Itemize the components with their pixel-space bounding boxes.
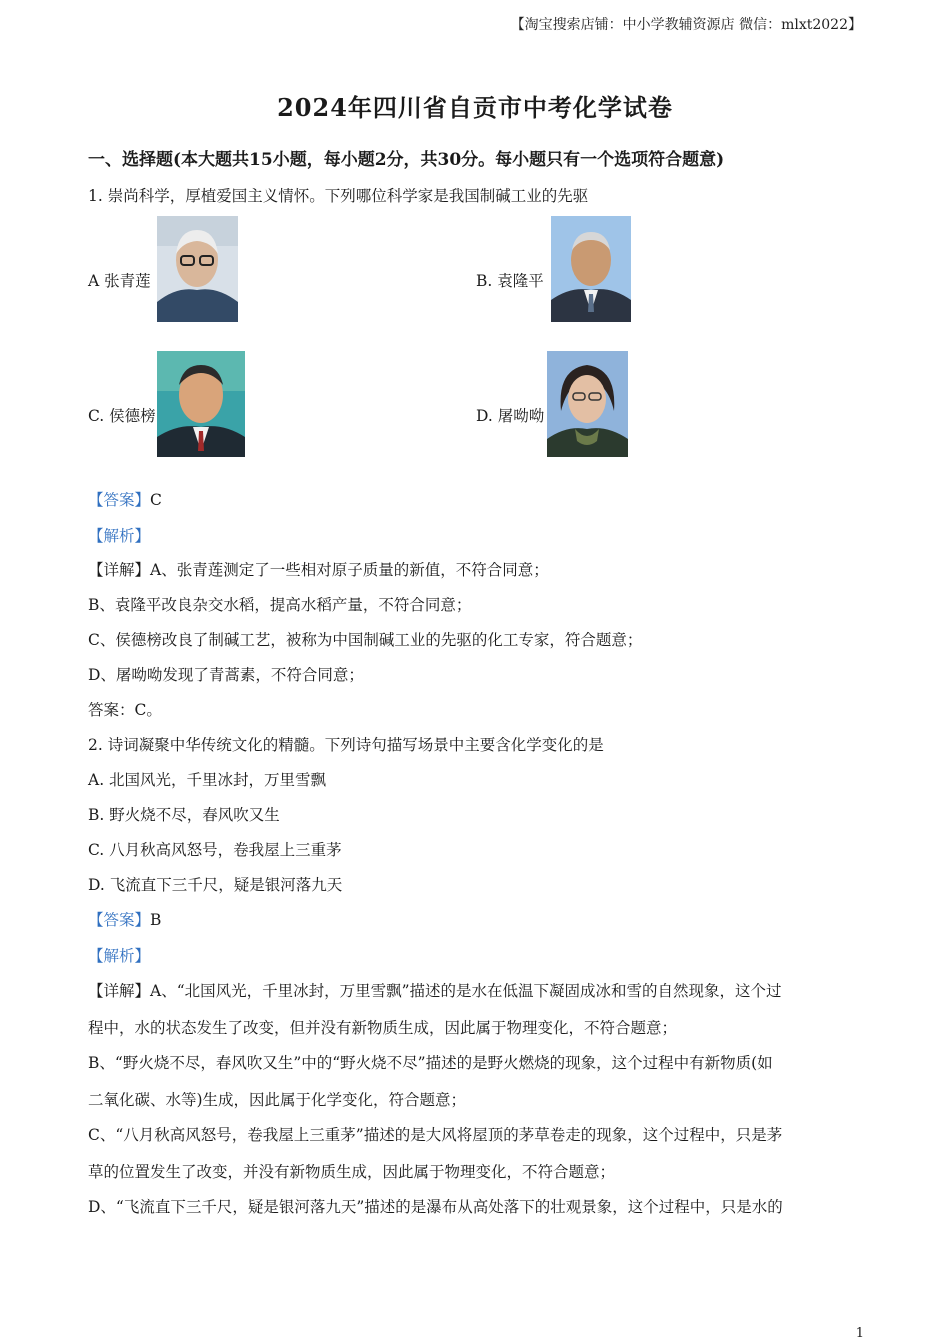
page-number: 1 [855,1326,864,1341]
q2-option: B. 野火烧不尽，春风吹又生 [88,806,280,824]
q2-answer [88,908,161,930]
detail-text: A、张青莲测定了一些相对原子质量的新值，不符合同意； [150,561,549,579]
q2-detail-line [88,979,782,1001]
q1-analysis-tag: 【解析】 [88,527,151,545]
q2-stem: 2. 诗词凝聚中华传统文化的精髓。下列诗句描写场景中主要含化学变化的是 [88,736,604,754]
scientist-photo-b [551,216,631,322]
q1-option-a: A 张青莲 [88,272,151,290]
q2-option: C. 八月秋高风怒号，卷我屋上三重茅 [88,841,342,859]
q1-detail-line: B、袁隆平改良杂交水稻，提高水稻产量，不符合同意； [88,596,472,614]
answer-tag: 【答案】 [88,911,151,929]
q1-detail-line: D、屠呦呦发现了青蒿素，不符合同意； [88,666,364,684]
detail-tag: 【详解】 [88,561,151,579]
q1-detail-line [88,558,549,580]
answer-tag: 【答案】 [88,491,151,509]
q1-option-b: B. 袁隆平 [476,272,544,290]
q2-analysis-tag: 【解析】 [88,947,151,965]
q2-detail-line: D、“飞流直下三千尺，疑是银河落九天”描述的是瀑布从高处落下的壮观景象，这个过程中，只是水的 [88,1198,783,1216]
q2-detail-line: 程中，水的状态发生了改变，但并没有新物质生成，因此属于物理变化，不符合题意； [88,1019,678,1037]
detail-text: A、“北国风光，千里冰封，万里雪飘”描述的是水在低温下凝固成冰和雪的自然现象，这个过 [150,982,782,1000]
answer-value: C [150,491,162,509]
scientist-photo-d [547,351,628,457]
q2-detail-line: 二氧化碳、水等)生成，因此属于化学变化，符合题意； [88,1091,467,1109]
detail-tag: 【详解】 [88,982,151,1000]
q2-option: D. 飞流直下三千尺，疑是银河落九天 [88,876,343,894]
q1-answer [88,488,162,510]
q1-detail-line: 答案：C。 [88,701,162,719]
page-title: 2024年四川省自贡市中考化学试卷 [277,93,673,122]
q2-detail-line: C、“八月秋高风怒号，卷我屋上三重茅”描述的是大风将屋顶的茅草卷走的现象，这个过程中，只是茅 [88,1126,783,1144]
scientist-photo-a [157,216,238,322]
scientist-photo-c [157,351,245,457]
header-note: 【淘宝搜索店铺：中小学教辅资源店 微信：mlxt2022】 [510,17,862,33]
q2-detail-line: B、“野火烧不尽，春风吹又生”中的“野火烧不尽”描述的是野火燃烧的现象，这个过程中有新物质(如 [88,1054,773,1072]
q1-option-c: C. 侯德榜 [88,407,156,425]
q1-option-d: D. 屠呦呦 [476,407,545,425]
q1-detail-line: C、侯德榜改良了制碱工艺，被称为中国制碱工业的先驱的化工专家，符合题意； [88,631,643,649]
q1-stem: 1. 崇尚科学，厚植爱国主义情怀。下列哪位科学家是我国制碱工业的先驱 [88,187,589,205]
q2-option: A. 北国风光，千里冰封，万里雪飘 [88,771,327,789]
q2-detail-line: 草的位置发生了改变，并没有新物质生成，因此属于物理变化，不符合题意； [88,1163,616,1181]
section-heading: 一、选择题(本大题共15小题，每小题2分，共30分。每小题只有一个选项符合题意) [88,150,725,170]
answer-value: B [150,911,162,929]
